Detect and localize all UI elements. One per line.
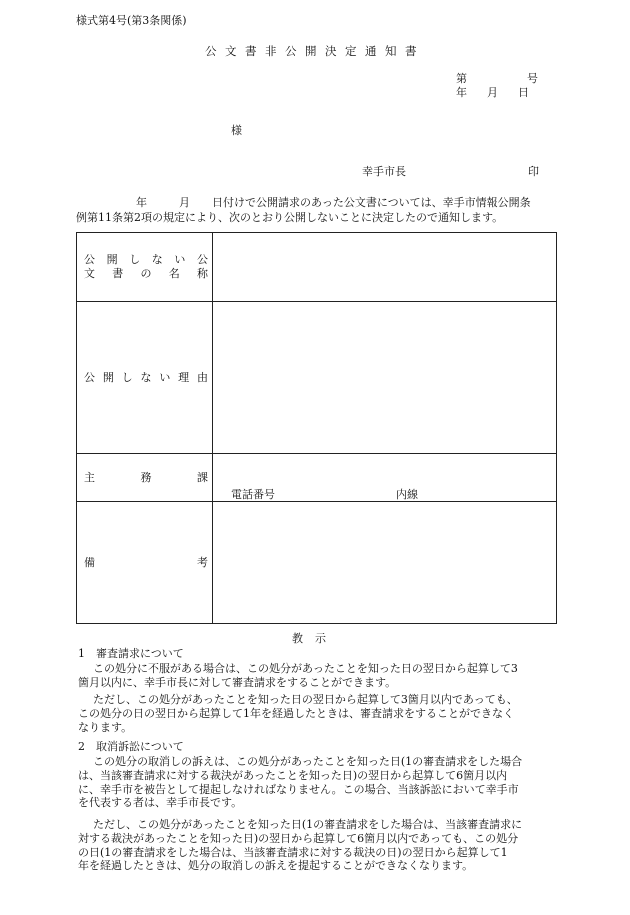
label-line	[84, 371, 208, 385]
seal-mark: 印	[528, 165, 539, 178]
label-document-name	[77, 233, 213, 302]
label-char: し	[121, 370, 133, 384]
label-char: 開	[102, 370, 114, 384]
paragraph-line: ただし、この処分があったことを知った日の翌日から起算して3箇月以内であっても、	[93, 693, 518, 706]
intro-month: 月	[179, 196, 190, 209]
extension-label: 内線	[396, 488, 418, 501]
value-remarks[interactable]	[213, 502, 557, 624]
number-prefix: 第	[456, 72, 467, 85]
paragraph-line: この処分の取消しの訴えは、この処分があったことを知った日(1の審査請求をした場合	[93, 755, 523, 768]
label-char: 称	[197, 267, 208, 280]
paragraph-line: 対する裁決があったことを知った日)の翌日から起算して6箇月以内であっても、この処分	[78, 831, 519, 845]
value-reason[interactable]	[213, 302, 557, 454]
label-char: 書	[112, 267, 124, 280]
paragraph-line: に、幸手市を被告として提起しなければなりません。この場合、当該訴訟において幸手市	[78, 782, 519, 796]
value-document-name[interactable]	[213, 233, 557, 302]
label-char: い	[174, 253, 186, 267]
date-year: 年	[456, 86, 467, 99]
table-row-remarks	[77, 502, 557, 624]
intro-line-1	[76, 196, 556, 210]
label-char: 理	[178, 370, 190, 384]
label-remarks	[77, 502, 213, 624]
label-char: な	[140, 370, 152, 384]
date-month: 月	[487, 86, 498, 99]
label-char: 主	[84, 470, 95, 484]
paragraph-line: 箇月以内に、幸手市長に対して審査請求をすることができます。	[78, 675, 397, 689]
label-reason	[77, 302, 213, 454]
phone-number-label: 電話番号	[231, 488, 275, 501]
paragraph-line: は、当該審査請求に対する裁決があったことを知った日)の翌日から起算して6箇月以内	[78, 768, 508, 782]
instruction-title: 教示	[292, 632, 338, 645]
date-day: 日	[518, 86, 529, 99]
label-char: 備	[84, 555, 95, 569]
label-char: い	[159, 370, 171, 384]
label-char: の	[140, 267, 152, 280]
label-char: 文	[84, 267, 95, 280]
recipient-suffix: 様	[231, 124, 242, 137]
label-line	[84, 471, 208, 485]
number-suffix: 号	[527, 72, 538, 85]
label-char: 公	[84, 253, 95, 267]
document-date-line	[456, 86, 529, 100]
label-char: 公	[84, 370, 95, 384]
document-title: 公文書非公開決定通知書	[205, 44, 425, 58]
table-row-department	[77, 454, 557, 502]
section-2-paragraph-2	[78, 818, 560, 873]
intro-text: 日付けで公開請求のあった公文書については、幸手市情報公開条	[212, 196, 531, 209]
paragraph-line: なります。	[78, 720, 133, 734]
label-char: し	[129, 253, 141, 267]
label-department	[77, 454, 213, 502]
value-department[interactable]	[213, 454, 557, 502]
label-char: 公	[196, 253, 208, 267]
table-row-reason	[77, 302, 557, 454]
section-1-paragraph-1	[78, 662, 560, 690]
label-char: 開	[106, 253, 118, 267]
label-line	[84, 556, 208, 570]
paragraph-line: 年を経過したときは、処分の取消しの訴えを提起することができなくなります。	[78, 859, 474, 873]
paragraph-line: を代表する者は、幸手市長です。	[78, 796, 243, 810]
label-char: 務	[140, 470, 152, 484]
section-1-heading: 1 審査請求について	[78, 647, 184, 660]
label-line	[84, 253, 208, 267]
paragraph-line: ただし、この処分があったことを知った日(1の審査請求をした場合は、当該審査請求に	[93, 818, 523, 831]
paragraph-line: の日(1の審査請求をした場合は、当該審査請求に対する裁決の日)の翌日から起算して1	[78, 845, 508, 859]
form-number: 様式第4号(第3条関係)	[76, 14, 187, 27]
section-2-heading: 2 取消訴訟について	[78, 740, 184, 753]
intro-line-2: 例第11条第2項の規定により、次のとおり公開しないことに決定したので通知します。	[76, 211, 504, 224]
label-line	[84, 267, 208, 281]
label-char: な	[151, 253, 163, 267]
paragraph-line: この処分の日の翌日から起算して1年を経過したときは、審査請求をすることができなく	[78, 706, 514, 720]
label-char: 課	[197, 470, 208, 484]
paragraph-line: この処分に不服がある場合は、この処分があったことを知った日の翌日から起算して3	[93, 662, 518, 675]
label-char: 考	[197, 555, 208, 569]
document-number-line	[456, 72, 538, 86]
issuer-name: 幸手市長	[362, 165, 406, 178]
section-2-paragraph-1	[78, 755, 560, 810]
label-char: 由	[196, 370, 208, 384]
decision-table	[76, 232, 557, 624]
intro-year: 年	[136, 196, 147, 209]
label-char: 名	[168, 267, 180, 280]
section-1-paragraph-2	[78, 693, 560, 734]
table-row-document-name	[77, 233, 557, 302]
